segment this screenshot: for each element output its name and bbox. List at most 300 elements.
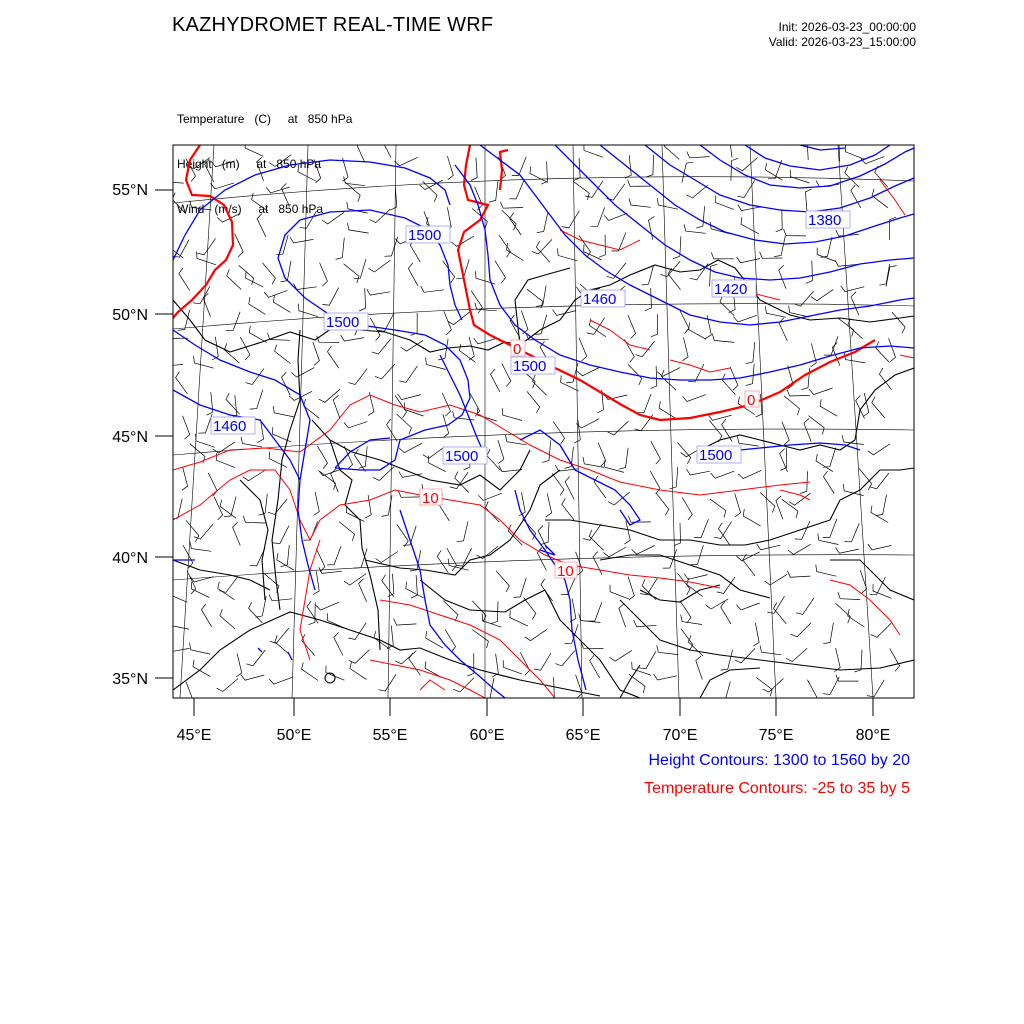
- wind-barb: [786, 648, 807, 661]
- wind-barb: [322, 212, 344, 224]
- wind-barb: [374, 631, 390, 649]
- wind-barb: [763, 678, 784, 692]
- wind-barb: [628, 577, 634, 601]
- wind-barb: [313, 342, 320, 365]
- wind-barb: [573, 181, 589, 200]
- wind-barb: [367, 289, 390, 295]
- temperature-label: 10: [557, 563, 574, 580]
- wind-barb: [190, 201, 211, 211]
- wind-barb: [365, 495, 371, 518]
- wind-barb: [823, 677, 839, 695]
- wind-barb: [730, 134, 736, 157]
- wind-barb: [194, 524, 214, 539]
- wind-barb: [445, 630, 455, 653]
- wind-barb: [689, 323, 707, 340]
- wind-barb: [741, 217, 759, 234]
- wind-barb: [721, 650, 733, 670]
- wind-barb: [610, 585, 629, 599]
- wind-barb: [503, 660, 522, 674]
- wind-barb: [263, 263, 276, 284]
- wind-barb: [179, 268, 190, 291]
- wind-barb: [876, 342, 890, 363]
- wind-barb: [682, 337, 688, 361]
- wind-barb: [333, 395, 340, 418]
- wind-barb: [208, 473, 217, 496]
- wind-barb: [264, 290, 287, 297]
- wind-barb: [696, 656, 703, 680]
- wind-barb: [664, 140, 679, 160]
- wind-barb: [226, 393, 240, 414]
- wind-barb: [437, 550, 448, 572]
- wind-barb: [872, 189, 888, 208]
- wind-barb: [711, 252, 734, 259]
- wind-barb: [806, 261, 813, 284]
- wind-barb: [327, 546, 341, 565]
- wind-barb: [290, 237, 313, 243]
- wind-barb: [720, 295, 734, 315]
- wind-barb: [447, 156, 453, 180]
- wind-barb: [319, 389, 340, 402]
- wind-barb: [349, 650, 370, 664]
- wind-barb: [322, 288, 338, 306]
- wind-barb: [743, 509, 760, 526]
- wind-barb: [591, 207, 605, 226]
- wind-barb: [687, 152, 710, 158]
- wind-barb: [211, 183, 235, 189]
- wind-barb: [577, 367, 600, 376]
- wind-barb: [628, 315, 636, 338]
- wind-barb: [398, 394, 421, 400]
- wind-barb: [530, 166, 548, 182]
- latitude-labels: [112, 182, 148, 688]
- wind-barb: [657, 494, 669, 516]
- temperature-legend: Temperature Contours: -25 to 35 by 5: [644, 780, 910, 797]
- wind-barb: [399, 443, 422, 452]
- wind-barb: [892, 312, 905, 333]
- wind-barb: [650, 471, 660, 494]
- wind-barb: [579, 338, 587, 361]
- wind-barb: [399, 366, 417, 383]
- wind-barb: [485, 501, 499, 522]
- lon-label-60: 60°E: [469, 727, 505, 744]
- wind-barb: [834, 648, 840, 672]
- wind-barb: [791, 623, 812, 637]
- wind-barb: [394, 619, 417, 625]
- wind-barb: [373, 467, 394, 481]
- wind-barb: [241, 675, 264, 681]
- wind-barb: [686, 185, 707, 198]
- wind-barb: [502, 363, 511, 386]
- wind-barb: [816, 565, 836, 577]
- wind-barb: [753, 623, 759, 646]
- wind-barb: [534, 653, 551, 670]
- wind-barb: [169, 587, 187, 602]
- field-wind: Wind (m/s) at 850 hPa: [177, 202, 324, 216]
- wind-barb: [500, 202, 523, 209]
- wind-barb: [224, 343, 239, 363]
- wind-barb: [269, 155, 291, 167]
- wind-barb: [542, 522, 550, 544]
- wind-barb: [757, 544, 780, 550]
- wind-barb: [226, 312, 240, 331]
- wind-barb: [607, 184, 625, 200]
- wind-barb: [604, 213, 627, 220]
- wind-barb: [738, 470, 761, 478]
- lon-label-75: 75°E: [758, 727, 794, 744]
- wind-barb: [581, 642, 604, 649]
- wind-barb: [756, 677, 772, 696]
- wind-barb: [376, 552, 398, 563]
- wind-barb: [375, 364, 395, 379]
- wind-barb: [722, 374, 735, 395]
- wind-barb: [696, 206, 704, 228]
- wind-barb: [220, 609, 235, 629]
- wind-barb: [708, 415, 731, 421]
- wind-barb: [298, 304, 318, 317]
- height-label: 1500: [699, 447, 733, 464]
- wind-barb: [211, 161, 234, 167]
- lat-label-45: 45°N: [112, 429, 148, 446]
- height-legend: Height Contours: 1300 to 1560 by 20: [648, 752, 910, 769]
- wind-barb: [733, 315, 756, 322]
- map-title: KAZHYDROMET REAL-TIME WRF: [172, 14, 494, 36]
- wind-barb: [491, 369, 500, 392]
- wind-barb: [201, 604, 211, 627]
- lon-label-80: 80°E: [855, 727, 891, 744]
- wind-barb: [576, 675, 583, 698]
- wind-barb: [673, 236, 681, 258]
- wind-barb: [682, 497, 692, 520]
- wind-barb: [694, 519, 708, 538]
- wind-barb: [233, 522, 241, 545]
- wind-barb: [619, 448, 629, 469]
- wind-barb: [537, 212, 548, 233]
- wind-barb: [818, 533, 839, 544]
- wind-barb: [471, 158, 477, 181]
- wind-barb: [715, 195, 734, 209]
- wind-barb: [269, 677, 293, 684]
- field-height: Height (m) at 850 hPa: [177, 157, 322, 171]
- height-contour-labels: [211, 211, 850, 465]
- wind-barb: [555, 651, 575, 666]
- wind-barb: [379, 674, 397, 691]
- wind-barb: [650, 366, 656, 389]
- wind-barb: [690, 264, 708, 280]
- wind-barb: [336, 238, 345, 260]
- wind-barb: [509, 181, 524, 199]
- wind-barb: [166, 646, 189, 652]
- wind-barb: [525, 629, 547, 640]
- wind-barb: [532, 239, 552, 254]
- wind-barb: [291, 368, 314, 378]
- wind-barb: [243, 516, 265, 523]
- wind-barb: [872, 397, 885, 418]
- wind-barb: [513, 578, 526, 598]
- height-label: 1420: [714, 281, 748, 298]
- wind-barb: [498, 440, 504, 463]
- wind-barb: [186, 682, 193, 705]
- wind-barb: [870, 577, 886, 595]
- wind-barb: [320, 263, 328, 286]
- wind-barb: [506, 243, 523, 261]
- lat-label-35: 35°N: [112, 671, 148, 688]
- wind-barb: [784, 229, 806, 236]
- wind-barb: [609, 650, 632, 661]
- wind-barb: [788, 544, 811, 554]
- wind-barb: [294, 283, 317, 289]
- wind-barb: [275, 345, 291, 364]
- lon-label-50: 50°E: [276, 727, 312, 744]
- wind-barb: [760, 493, 775, 513]
- wind-barb: [182, 467, 188, 490]
- wind-barb: [198, 414, 212, 433]
- wind-barb: [472, 630, 488, 649]
- wind-barb: [746, 364, 754, 386]
- wind-barb: [421, 286, 444, 292]
- wind-barb: [249, 602, 263, 623]
- wind-barb: [823, 623, 833, 644]
- wind-barb: [341, 335, 364, 341]
- lon-label-70: 70°E: [662, 727, 698, 744]
- wind-barb: [790, 170, 809, 183]
- wind-barb: [871, 623, 892, 637]
- wind-barb: [520, 652, 529, 675]
- wind-barb: [327, 613, 345, 628]
- lon-label-45: 45°E: [176, 727, 212, 744]
- wind-barb: [245, 141, 263, 156]
- wind-barb: [709, 420, 722, 442]
- wind-barb: [576, 419, 599, 428]
- wind-barb: [536, 286, 546, 307]
- wind-barb: [313, 571, 319, 594]
- wind-barb: [681, 615, 702, 625]
- wind-barb: [598, 443, 606, 466]
- wind-barb: [356, 138, 364, 161]
- lon-label-55: 55°E: [372, 727, 408, 744]
- wind-barb: [782, 422, 789, 445]
- wind-barb: [194, 356, 214, 368]
- wind-barb: [718, 682, 730, 702]
- wind-barb: [397, 414, 412, 434]
- wind-barb: [207, 392, 213, 415]
- wind-barb: [216, 453, 235, 467]
- wind-barb: [619, 604, 626, 627]
- wind-barb: [319, 567, 342, 573]
- wind-barbs: [160, 134, 905, 705]
- wind-barb: [735, 494, 741, 517]
- wind-barb: [816, 454, 833, 472]
- wind-barb: [316, 549, 325, 572]
- wind-barb: [774, 602, 787, 624]
- wind-barb: [737, 436, 758, 446]
- wind-barb: [552, 473, 564, 495]
- wind-barb: [186, 520, 199, 542]
- wind-barb: [307, 601, 318, 623]
- wind-barb: [670, 467, 678, 489]
- wind-barb: [344, 422, 367, 428]
- wind-barb: [183, 416, 190, 439]
- wind-barb: [674, 523, 681, 546]
- wind-barb: [533, 375, 547, 396]
- wind-barb: [589, 530, 603, 550]
- wind-barb: [370, 318, 380, 341]
- wind-barb: [890, 649, 900, 672]
- wind-barb: [270, 628, 289, 643]
- height-label: 1500: [326, 314, 360, 331]
- wind-barb: [848, 609, 865, 627]
- wind-barb: [249, 326, 266, 343]
- wind-barb: [472, 601, 486, 622]
- wind-barb: [562, 211, 579, 228]
- longitude-labels: [177, 727, 891, 744]
- temperature-label: 0: [747, 392, 756, 409]
- wind-barb: [845, 523, 860, 541]
- wind-barb: [318, 469, 341, 476]
- wind-barb: [527, 391, 540, 413]
- wind-barb: [737, 552, 760, 561]
- wind-barb: [403, 526, 416, 545]
- height-label: 1500: [408, 227, 442, 244]
- wind-barb: [385, 237, 398, 256]
- wind-barb: [654, 674, 677, 680]
- wind-barb: [796, 598, 814, 615]
- wind-barb: [721, 601, 731, 624]
- wind-barb: [583, 524, 601, 540]
- wind-barb: [807, 680, 817, 703]
- wind-barb: [442, 393, 450, 416]
- field-temperature: Temperature (C) at 850 hPa: [177, 112, 353, 126]
- wind-barb: [684, 574, 708, 580]
- wind-barb: [411, 575, 417, 598]
- wind-barb: [712, 334, 734, 343]
- wind-barb: [714, 522, 732, 539]
- wind-barb: [659, 401, 676, 419]
- wind-barb: [196, 434, 215, 447]
- wind-barb: [275, 635, 290, 655]
- wind-barb: [594, 476, 606, 498]
- wind-barb: [736, 158, 757, 171]
- wind-barb: [588, 602, 602, 621]
- wind-barb: [817, 248, 836, 262]
- wind-barb: [760, 645, 782, 654]
- wind-barb: [637, 394, 651, 413]
- wind-barb: [456, 548, 472, 566]
- wind-barb: [625, 339, 635, 362]
- wind-barb: [706, 599, 729, 609]
- wind-barb: [257, 214, 266, 237]
- wind-barb: [784, 396, 799, 415]
- wind-barb: [487, 449, 501, 470]
- wind-barb: [317, 446, 327, 469]
- wind-barb: [519, 493, 525, 516]
- wind-barb: [273, 406, 294, 417]
- wind-barb: [856, 395, 865, 418]
- wind-barb: [562, 498, 574, 520]
- wind-barb: [764, 574, 787, 585]
- height-label: 1500: [445, 448, 479, 465]
- wind-barb: [344, 264, 360, 283]
- wind-barb: [454, 678, 474, 692]
- wind-barb: [334, 632, 343, 655]
- height-label: 1460: [583, 291, 617, 308]
- wind-barb: [867, 680, 884, 697]
- wind-barb: [851, 292, 859, 315]
- wind-barb: [737, 257, 761, 263]
- wind-barb: [682, 395, 705, 402]
- wind-barb: [678, 443, 691, 464]
- wind-barb: [190, 643, 211, 654]
- wind-barb: [823, 448, 836, 468]
- wind-barb: [839, 139, 846, 162]
- wind-barb: [795, 521, 810, 539]
- wind-barb: [546, 493, 552, 516]
- wind-barb: [411, 313, 418, 336]
- wind-barb: [859, 468, 872, 490]
- temperature-label: 10: [422, 490, 439, 507]
- wind-barb: [282, 372, 291, 395]
- wind-barb: [495, 261, 506, 284]
- wind-barb: [457, 521, 469, 541]
- wind-barb: [760, 252, 783, 258]
- wind-barb: [608, 421, 629, 435]
- wind-barb: [632, 546, 655, 555]
- wind-barb: [746, 342, 755, 364]
- wind-barb: [489, 180, 498, 202]
- wind-barb: [168, 619, 189, 630]
- wind-barb: [889, 338, 896, 361]
- wind-barb: [467, 653, 474, 676]
- wind-barb: [787, 571, 810, 577]
- wind-barb: [868, 544, 891, 550]
- wind-barb: [406, 582, 424, 598]
- wind-barb: [250, 390, 263, 410]
- wind-barb: [823, 471, 834, 494]
- wind-barb: [339, 522, 355, 541]
- wind-barb: [348, 369, 367, 385]
- lat-label-50: 50°N: [112, 307, 148, 324]
- wind-barb: [219, 576, 238, 592]
- wind-barb: [735, 649, 755, 663]
- wind-barb: [876, 495, 887, 516]
- wind-barb: [510, 611, 528, 627]
- wind-barb: [604, 460, 624, 472]
- wind-barb: [409, 653, 421, 675]
- lat-label-40: 40°N: [112, 550, 148, 567]
- wind-barb: [469, 337, 475, 361]
- wind-barb: [811, 343, 817, 367]
- wind-barb: [804, 418, 811, 441]
- wind-barb: [870, 473, 889, 489]
- wind-barb: [277, 553, 294, 570]
- wind-barb: [512, 157, 526, 176]
- init-time: Init: 2026-03-23_00:00:00: [778, 20, 916, 34]
- wind-barb: [257, 157, 264, 180]
- wind-barb: [684, 224, 706, 233]
- wind-barb: [639, 651, 656, 668]
- wind-barb: [811, 289, 833, 300]
- wind-barb: [235, 234, 244, 257]
- wind-barb: [269, 452, 287, 468]
- wind-barb: [314, 159, 321, 182]
- wind-barb: [736, 603, 759, 610]
- wind-barb: [841, 286, 865, 292]
- wind-barb: [197, 238, 215, 254]
- wind-barb: [836, 675, 859, 682]
- wind-barb: [838, 318, 854, 337]
- wind-barb: [779, 265, 786, 288]
- wind-barb: [875, 166, 888, 187]
- wind-barb: [408, 263, 418, 286]
